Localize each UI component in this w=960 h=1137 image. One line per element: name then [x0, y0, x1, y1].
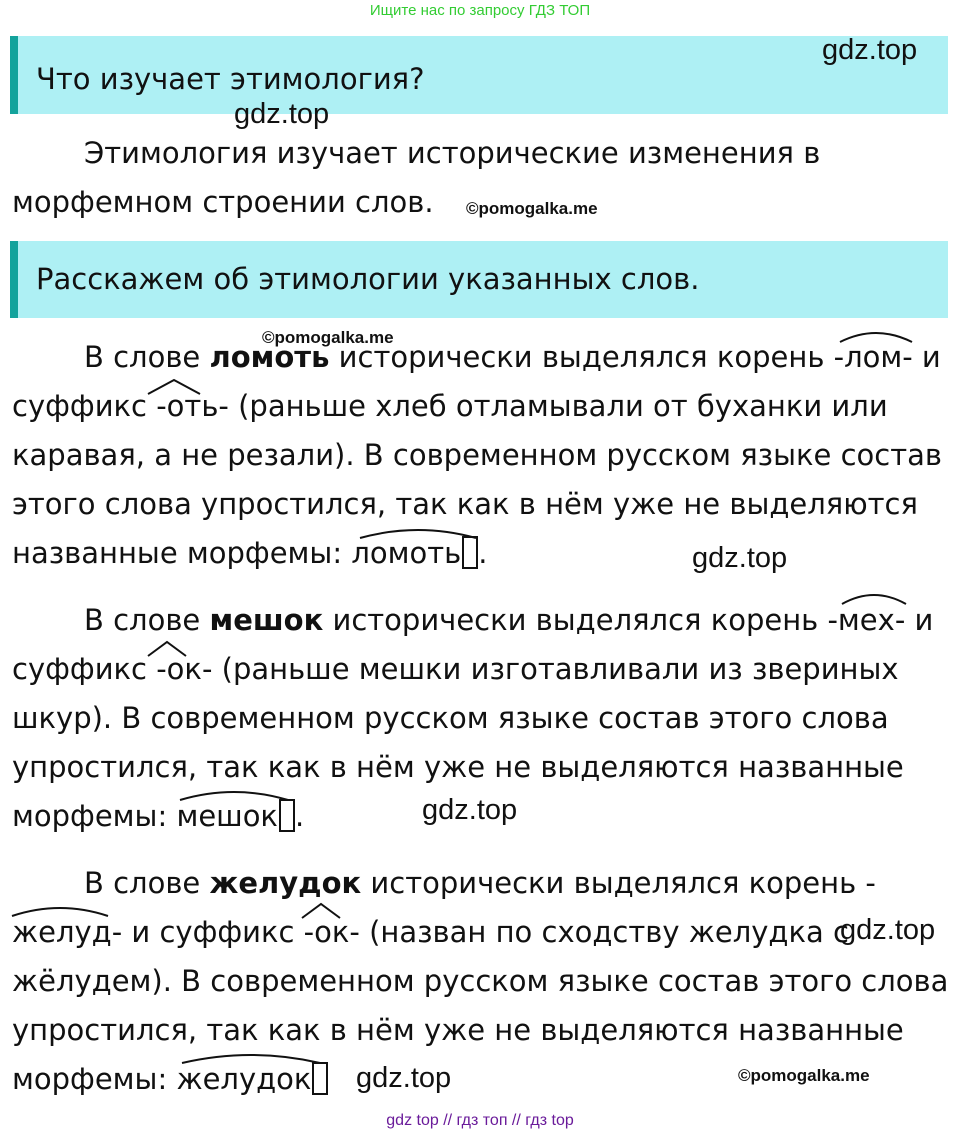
root-arc-mark: [836, 326, 916, 346]
paragraph-line: шкур). В современном русском языке состав этого слова: [12, 701, 889, 735]
text-fragment: исторически выделялся корень -лом- и: [329, 340, 941, 374]
paragraph-line: суффикс -ок- (раньше мешки изготавливали из звериных: [12, 652, 899, 686]
section-heading-box: [10, 241, 948, 318]
watermark-gdz: gdz.top: [840, 914, 936, 946]
root-arc-mark: [838, 588, 910, 608]
text-fragment: названные морфемы:: [12, 536, 352, 570]
watermark-gdz: gdz.top: [692, 542, 788, 574]
paragraph-line: [12, 799, 304, 833]
suffix-caret-mark: [296, 900, 346, 922]
paragraph-line: упростился, так как в нём уже не выделяются названные: [12, 1013, 904, 1047]
morpheme-word: ломоть: [351, 536, 462, 570]
watermark-pomogalka: ©pomogalka.me: [262, 328, 394, 347]
question-heading: Что изучает этимология?: [36, 62, 425, 96]
text-fragment: .: [294, 799, 305, 833]
text-fragment: морфемы:: [12, 799, 177, 833]
suffix-caret-mark: [142, 638, 192, 660]
paragraph-line: [84, 603, 933, 637]
text-fragment: В слове: [84, 340, 210, 374]
watermark-pomogalka: ©pomogalka.me: [466, 199, 598, 218]
text-fragment: исторически выделялся корень -мех- и: [323, 603, 934, 637]
morpheme-word: мешок: [176, 799, 278, 833]
root-arc-mark: [176, 784, 292, 804]
top-banner: Ищите нас по запросу ГДЗ ТОП: [369, 2, 591, 19]
watermark-gdz: gdz.top: [234, 98, 330, 130]
suffix-caret-mark: [142, 376, 206, 398]
footer-links: gdz top // гдз топ // гдз top: [386, 1112, 574, 1129]
root-arc-mark: [178, 1047, 324, 1067]
root-arc-mark: [8, 900, 112, 920]
answer-line: морфемном строении слов.: [12, 185, 434, 219]
bold-word: мешок: [209, 603, 324, 637]
root-arc-mark: [356, 522, 480, 542]
paragraph-line: жёлудем). В современном русском языке состав этого слова: [12, 964, 949, 998]
text-fragment: В слове: [84, 603, 210, 637]
question-heading-box: [10, 36, 948, 114]
paragraph-line: упростился, так как в нём уже не выделяются названные: [12, 750, 904, 784]
paragraph-line: [84, 866, 876, 900]
text-fragment: исторически выделялся корень -: [361, 866, 876, 900]
text-fragment: .: [478, 536, 488, 570]
bold-word: желудок: [209, 866, 362, 900]
watermark-gdz: gdz.top: [422, 794, 518, 826]
paragraph-line: [84, 340, 941, 374]
paragraph-line: [12, 1062, 328, 1096]
bold-word: ломоть: [209, 340, 330, 374]
text-fragment: В слове: [84, 866, 210, 900]
watermark-gdz: gdz.top: [356, 1062, 452, 1094]
paragraph-line: желуд- и суффикс -ок- (назван по сходству желудка с: [12, 915, 849, 949]
paragraph-line: этого слова упростился, так как в нём уже не выделяются: [12, 487, 918, 521]
paragraph-line: суффикс -оть- (раньше хлеб отламывали от буханки или: [12, 389, 888, 423]
watermark-pomogalka: ©pomogalka.me: [738, 1066, 870, 1085]
section-heading: Расскажем об этимологии указанных слов.: [36, 262, 700, 296]
text-fragment: морфемы:: [12, 1062, 177, 1096]
paragraph-line: каравая, а не резали). В современном русском языке состав: [12, 438, 942, 472]
morpheme-word: желудок: [176, 1062, 312, 1096]
answer-line: Этимология изучает исторические изменения в: [84, 136, 821, 170]
watermark-gdz: gdz.top: [822, 34, 918, 66]
